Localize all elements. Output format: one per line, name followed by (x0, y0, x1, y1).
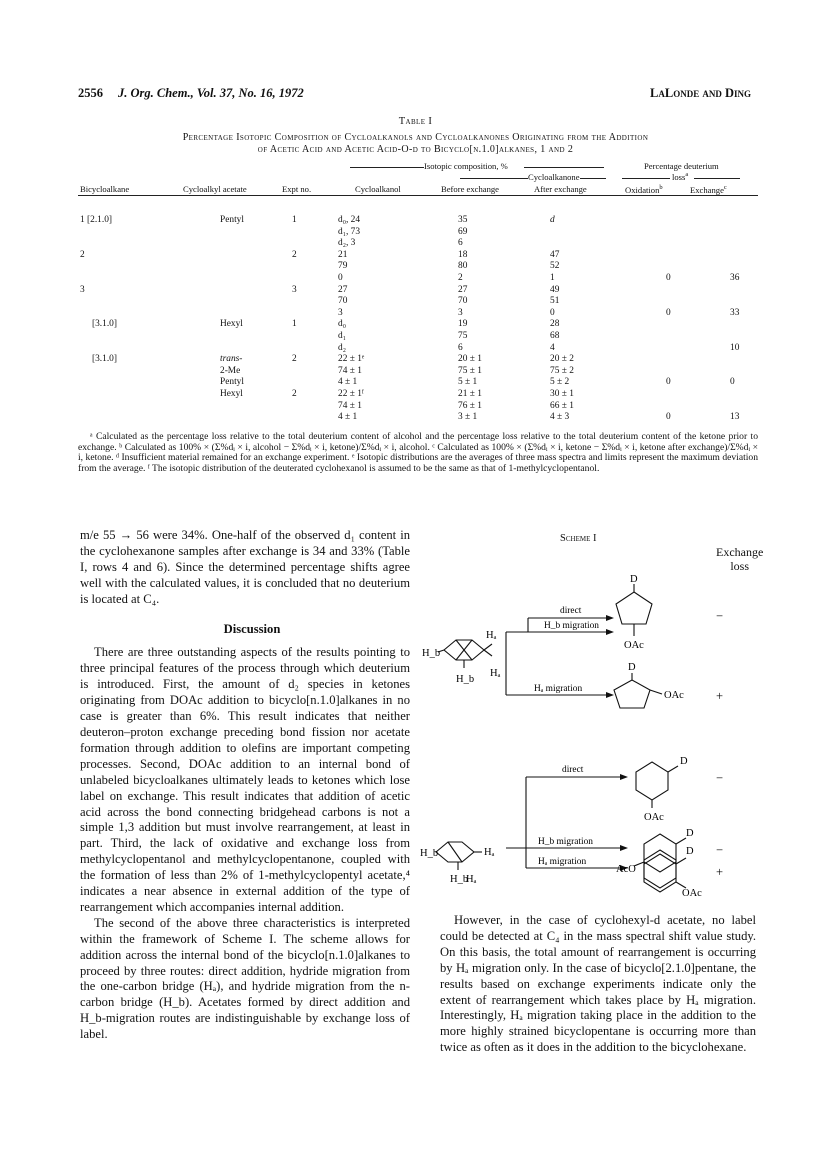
table-cell: Hexyl (220, 319, 243, 330)
table-cell: 13 (730, 412, 740, 423)
right-paragraph-1: However, in the case of cyclohexyl-d acetate, no label could be detected at C₄ in the mass spectral shift value study. On this basis, the total amount of rearrangement is occurring by Hₐ migration only. In the case of bicyclo[2.1.0]pentane, the results based on exchange experiments indicate only the extent of rearrangement which takes place by Hₐ migration. Interestingly, Hₐ migration taking place in the addition to the more highly strained bicyclopentane is occurring more than twice as often as it does in the addition to the bicyclohexane. (440, 913, 756, 1055)
table-cell: d₂ (338, 342, 346, 353)
table-row (78, 308, 758, 320)
right-column (440, 913, 756, 1056)
table-cell: 27 (458, 284, 468, 295)
table-row (78, 227, 758, 239)
footnote-f: ᶠ The isotopic distribution of the deuterated cyclohexanol is assumed to be the same as that of 1-methylcyclopentanol. (147, 462, 600, 474)
table-cell: 80 (458, 261, 468, 272)
table-cell: 75 (458, 330, 468, 341)
table-cell (628, 250, 698, 262)
table-row (78, 412, 758, 424)
table-cell: 30 ± 1 (550, 388, 574, 399)
discussion-paragraph-2: The second of the above three characteristics is interpreted within the framework of Scheme I. The scheme allows for addition across the internal bond of the bicyclo[n.1.0]alkanes to proceed by three routes: direct addition, hydride migration from the one-carbon bridge (Hₐ), and hydride migration from the n-carbon bridge (H_b). Acetates formed by direct addition and H_b-migration routes are indistinguishable by exchange loss of label. (80, 915, 410, 1042)
group-rule-isotopic-right (524, 167, 604, 168)
table-cell (698, 261, 758, 273)
group-rule-isotopic-left (350, 167, 424, 168)
top-hb-label-2: H_b (456, 674, 475, 685)
bottom-hb-label-2: H_b (450, 874, 469, 885)
table-cell: 4 ± 3 (550, 412, 570, 423)
table-cell: 0 (550, 307, 555, 318)
top-oac-label-2: OAc (664, 690, 684, 701)
group-loss-header: loss$^a$ (672, 171, 689, 182)
table-cell: 36 (730, 272, 740, 283)
table-cell: 51 (550, 296, 560, 307)
table-cell: 0 (666, 377, 671, 388)
table-cell (274, 401, 336, 413)
bottom-sign-minus-2: − (716, 843, 724, 857)
table-cell (192, 401, 274, 413)
top-route-direct: direct (560, 606, 582, 616)
table-cell: d₂, 3 (338, 238, 356, 249)
table-cell (78, 261, 192, 273)
table-label: Table I (398, 116, 433, 127)
data-table (78, 215, 758, 424)
bottom-hb-label-1: H_b (420, 848, 439, 859)
table-row (78, 285, 758, 297)
table-cell: 18 (458, 249, 468, 260)
table-cell: 49 (550, 284, 560, 295)
group-rule-loss-left (622, 178, 670, 179)
discussion-paragraph-1: There are three outstanding aspects of the results pointing to three principal features of the process through which deuterium is introduced. First, the amount of d₂ species in ketones originating from DOAc addition to bicyclo[n.1.0]alkanes in no case is greater than 6%. This result indicates that neither deuteron–proton exchange preceding bond fission nor acetate formation through addition to olefins are important competing processes. Second, DOAc addition to an internal bond of unlabeled bicycloalkanes ultimately leads to ketones which lose label on exchange. This result indicates that addition of acetic acid across the bond connecting bridgehead carbons is not a simple 1,3 addition but must involve rearrangement, at least in part. Third, the lack of oxidative and exchange loss from methylcyclopentanol and methylcyclopentanone, coupled with the formation of less than 2% of 1-methylcyclopentyl acetate,⁴ indicates a near absence in external addition of the type of rearrangement which accompanies internal addition. (80, 645, 410, 914)
table-cell: 75 ± 1 (458, 365, 482, 376)
table-cell: 70 (338, 296, 348, 307)
table-cell (628, 215, 698, 227)
group-rule-ketone-right (580, 178, 606, 179)
scheme-diagram-lower (420, 840, 760, 900)
table-cell (628, 343, 698, 355)
col-expt-no: Expt no. (282, 184, 312, 194)
table-cell (78, 308, 192, 320)
table-cell: 5 ± 1 (458, 377, 478, 388)
table-cell: 4 ± 1 (338, 377, 358, 388)
footnote-d: ᵈ Insufficient material remained for an exchange experiment. (116, 452, 350, 464)
table-cell (192, 412, 274, 424)
table-cell: 2 (292, 388, 297, 399)
table-cell (192, 285, 274, 297)
table-row (78, 215, 758, 227)
table-cell: 0 (666, 272, 671, 283)
top-sign-plus: + (716, 689, 724, 703)
table-cell (628, 261, 698, 273)
table-row (78, 343, 758, 355)
table-cell (628, 401, 698, 413)
top-ha-label-2: Hₐ (490, 668, 501, 679)
journal-citation: J. Org. Chem., Vol. 37, No. 16, 1972 (118, 86, 304, 100)
table-cell: 70 (458, 296, 468, 307)
table-row (78, 319, 758, 331)
bottom-ha-label: Hₐ (484, 847, 495, 858)
table-cell: 3 (80, 284, 85, 295)
table-cell: 22 ± 1ᵉ (338, 354, 365, 365)
table-row (78, 296, 758, 308)
table-cell (628, 319, 698, 331)
table-cell (698, 227, 758, 239)
col-exchange: Exchange$^c$ (690, 184, 727, 195)
table-cell: 6 (458, 238, 463, 249)
table-cell (274, 238, 336, 250)
table-cell: trans- (220, 354, 243, 365)
bottom-ha-low-label: Hₐ (466, 874, 477, 885)
table-cell: 2-Me (220, 365, 241, 376)
table-cell: d₁, 73 (338, 226, 361, 237)
left-column (80, 528, 410, 1043)
table-cell: 3 ± 1 (458, 412, 478, 423)
section-title: Discussion (223, 621, 281, 636)
table-row (78, 273, 758, 285)
table-cell (528, 227, 628, 239)
table-cell: 28 (550, 319, 560, 330)
table-cell: 19 (458, 319, 468, 330)
table-cell (274, 412, 336, 424)
table-cell: 79 (338, 261, 348, 272)
table-row (78, 250, 758, 262)
table-cell: 21 ± 1 (458, 388, 482, 399)
table-cell (78, 331, 192, 343)
table-cell: 75 ± 2 (550, 365, 574, 376)
table-header-rule (78, 195, 758, 196)
table-cell: 76 ± 1 (458, 400, 482, 411)
table-cell (78, 401, 192, 413)
table-cell: 47 (550, 249, 560, 260)
top-route-ha: Hₐ migration (534, 684, 583, 694)
table-cell (192, 296, 274, 308)
table-cell: 4 (550, 342, 555, 353)
table-cell: 2 (80, 249, 85, 260)
table-cell: 22 ± 1ᶠ (338, 388, 364, 399)
table-cell: 74 ± 1 (338, 365, 362, 376)
table-cell: 74 ± 1 (338, 400, 362, 411)
table-cell: 52 (550, 261, 560, 272)
table-cell: Pentyl (220, 377, 244, 388)
table-cell (78, 412, 192, 424)
table-cell (274, 366, 336, 378)
bottom-d-label-2: D (686, 828, 694, 839)
top-route-hb: H_b migration (544, 621, 599, 631)
table-cell: 66 ± 1 (550, 400, 574, 411)
table-cell: 20 ± 2 (550, 354, 574, 365)
group-rule-ketone-left (460, 178, 528, 179)
table-cell (192, 343, 274, 355)
table-cell: d₀ (338, 319, 346, 330)
running-authors: LaLonde and Ding (650, 86, 751, 100)
table-cell (192, 227, 274, 239)
bottom-sign-plus: + (716, 865, 724, 879)
bottom-route-ha: Hₐ migration (538, 857, 587, 867)
table-row (78, 401, 758, 413)
intro-paragraph: m/e 55 → 56 were 34%. One-half of the observed d₁ content in the cyclohexanone samples after exchange is 34 and 33% (Table I, rows 4 and 6). Since the determined percentage shifts agree well with the calculated values, it is concluded that no deuterium is located at C₄. (80, 528, 410, 606)
table-cell (192, 331, 274, 343)
table-cell (192, 308, 274, 320)
table-cell: [3.1.0] (92, 354, 117, 365)
table-cell (698, 354, 758, 366)
table-cell (628, 366, 698, 378)
table-footnotes (78, 432, 758, 474)
bottom-oac-label-1: OAc (644, 812, 664, 823)
table-cell: 20 ± 1 (458, 354, 482, 365)
table-cell (698, 250, 758, 262)
table-cell (274, 261, 336, 273)
table-row (78, 238, 758, 250)
scheme-title: Scheme I (560, 533, 597, 544)
group-rule-loss-right (694, 178, 740, 179)
table-cell (628, 296, 698, 308)
table-row (78, 366, 758, 378)
table-cell: 2 (292, 249, 297, 260)
table-cell: 4 ± 1 (338, 412, 358, 423)
table-cell: 5 ± 2 (550, 377, 570, 388)
table-cell (192, 238, 274, 250)
table-cell: 2 (292, 354, 297, 365)
table-cell (78, 296, 192, 308)
table-row (78, 354, 758, 366)
footnote-c: ᶜ Calculated as 100% × (Σ%dᵢ × i, ketone − Σ%dᵢ × i, ketone after exchange)/Σ%dᵢ × i, ketone. (78, 441, 758, 464)
col-cycloalkyl-acetate: Cycloalkyl acetate (183, 184, 247, 194)
table-cell (628, 227, 698, 239)
group-cycloalkanone-header: Cycloalkanone (528, 172, 580, 182)
table-cell (78, 273, 192, 285)
table-cell (698, 331, 758, 343)
bottom-d-label-3: D (686, 846, 694, 857)
bicyclopentane-structure (444, 640, 484, 660)
table-cell (628, 331, 698, 343)
table-cell: [3.1.0] (92, 319, 117, 330)
top-oac-label-1: OAc (624, 640, 644, 651)
table-cell: 3 (458, 307, 463, 318)
table-cell (698, 215, 758, 227)
table-cell (274, 296, 336, 308)
table-cell (698, 366, 758, 378)
cyclohexane-product-3b (644, 854, 676, 892)
table-cell: 27 (338, 284, 348, 295)
bottom-route-hb: H_b migration (538, 837, 593, 847)
bottom-aco-label-2: AcO (616, 864, 636, 875)
table-cell (698, 319, 758, 331)
table-cell: 1 (550, 272, 555, 283)
top-d-label-1: D (630, 574, 638, 585)
table-cell: 3 (338, 307, 343, 318)
top-hb-label-1: H_b (422, 648, 441, 659)
bottom-d-label-1: D (680, 756, 688, 767)
table-cell (628, 389, 698, 401)
table-cell (628, 285, 698, 297)
cyclopentane-product-1 (616, 592, 652, 624)
col-after-exchange: After exchange (534, 184, 587, 194)
col-before-exchange: Before exchange (441, 184, 499, 194)
table-cell (628, 238, 698, 250)
footnote-e: ᵉ Isotopic distributions are the averages of three mass spectra and limits represent the maximum deviation from the average. (78, 452, 759, 474)
table-cell: 0 (338, 272, 343, 283)
table-cell: d₀, 24 (338, 215, 361, 225)
top-sign-minus: − (716, 609, 724, 623)
table-cell (698, 389, 758, 401)
table-cell: d (550, 215, 555, 225)
page-number: 2556 (78, 86, 103, 100)
table-cell (274, 331, 336, 343)
table-cell (698, 401, 758, 413)
table-cell (274, 377, 336, 389)
table-cell: d₁ (338, 330, 346, 341)
bottom-route-direct: direct (562, 765, 584, 775)
table-cell (274, 273, 336, 285)
table-cell: 1 [2.1.0] (80, 215, 113, 225)
table-cell: 0 (666, 307, 671, 318)
table-cell: 35 (458, 215, 468, 225)
col-bicycloalkane: Bicycloalkane (80, 184, 130, 194)
table-cell (698, 238, 758, 250)
table-cell (698, 285, 758, 297)
bottom-sign-minus-1: − (716, 771, 724, 785)
table-row (78, 331, 758, 343)
table-cell (628, 354, 698, 366)
table-cell: 3 (292, 284, 297, 295)
table-cell: 1 (292, 319, 297, 330)
footnote-a: ᵃ Calculated as the percentage loss relative to the total deuterium content of alcohol and the percentage loss relative to the total deuterium content of the ketone prior to exchange. (78, 431, 758, 453)
table-cell: 1 (292, 215, 297, 225)
table-cell: 6 (458, 342, 463, 353)
table-cell (698, 296, 758, 308)
table-title-line2: of Acetic Acid and Acetic Acid-O-d to Bicyclo[n.1.0]alkanes, 1 and 2 (257, 144, 574, 155)
table-cell: 33 (730, 307, 740, 318)
table-cell (78, 227, 192, 239)
table-cell: 68 (550, 330, 560, 341)
table-cell (78, 366, 192, 378)
table-cell: 69 (458, 226, 468, 237)
table-cell: 0 (666, 412, 671, 423)
table-cell (78, 238, 192, 250)
table-cell (78, 343, 192, 355)
table-cell: Pentyl (220, 215, 244, 225)
table-cell: 10 (730, 342, 740, 353)
table-cell: 21 (338, 249, 348, 260)
table-cell: Hexyl (220, 388, 243, 399)
table-row (78, 261, 758, 273)
top-d-label-2: D (628, 662, 636, 673)
table-cell: 2 (458, 272, 463, 283)
exchange-loss-label: Exchange loss (716, 545, 764, 573)
group-isotopic-header: Isotopic composition, % (424, 161, 508, 171)
table-cell (274, 343, 336, 355)
footnote-b: ᵇ Calculated as 100% × (Σ%dᵢ × i, alcohol − Σ%dᵢ × i, ketone)/Σ%dᵢ × i, alcohol. (119, 441, 430, 453)
table-cell: 0 (730, 377, 735, 388)
bottom-oac-label-3: OAc (682, 888, 702, 899)
table-cell (78, 389, 192, 401)
cyclohexane-product-1 (636, 762, 668, 800)
table-cell (274, 227, 336, 239)
col-cycloalkanol: Cycloalkanol (355, 184, 401, 194)
top-ha-label-1: Hₐ (486, 630, 497, 641)
table-cell (192, 261, 274, 273)
cyclopentane-product-2 (614, 680, 650, 708)
col-oxidation: Oxidation$^b$ (625, 184, 663, 195)
table-title-line1: Percentage Isotopic Composition of Cycloalkanols and Cycloalkanones Originating from the Addition (182, 132, 649, 143)
table-cell (528, 238, 628, 250)
table-row (78, 377, 758, 389)
table-row (78, 389, 758, 401)
table-cell (78, 377, 192, 389)
table-cell (192, 250, 274, 262)
table-cell (192, 273, 274, 285)
table-cell (274, 308, 336, 320)
group-deuterium-header: Percentage deuterium (644, 161, 719, 171)
